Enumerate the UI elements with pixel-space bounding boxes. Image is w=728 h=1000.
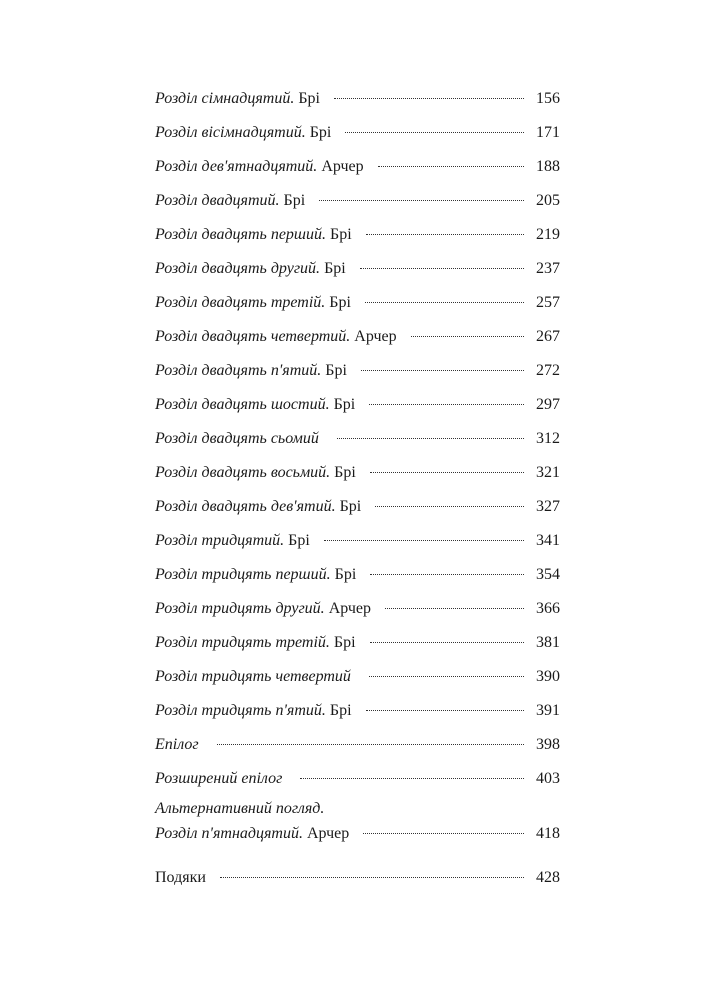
- dot-leader: [385, 608, 524, 609]
- toc-entry-page: 341: [536, 532, 560, 549]
- dot-leader: [361, 370, 524, 371]
- toc-entry-title: Розділ тридцять третій.: [155, 634, 330, 651]
- toc-entry-title: Епілог: [155, 736, 199, 753]
- toc-entry-narrator: Брі: [333, 396, 356, 413]
- toc-entry-narrator: Арчер: [321, 158, 364, 175]
- toc-entry-narrator: Брі: [309, 124, 332, 141]
- toc-entry[interactable]: [155, 699, 560, 723]
- toc-entry[interactable]: [155, 461, 560, 485]
- toc-entry-title: Розділ тридцять другий.: [155, 600, 325, 617]
- toc-entry-page: 321: [536, 464, 560, 481]
- dot-leader: [370, 642, 524, 643]
- toc-entry[interactable]: [155, 495, 560, 519]
- toc-entry-narrator: Брі: [339, 498, 362, 515]
- toc-entry-page: 354: [536, 566, 560, 583]
- toc-entry-title: Подяки: [155, 869, 206, 886]
- toc-entry-title: Розділ двадцять п'ятий.: [155, 362, 322, 379]
- toc-entry-narrator: Брі: [333, 634, 356, 651]
- toc-entry-page: 381: [536, 634, 560, 651]
- toc-entry-narrator: Брі: [288, 532, 310, 549]
- dot-leader: [220, 877, 524, 878]
- toc-entry[interactable]: [155, 87, 560, 111]
- toc-entry[interactable]: [155, 427, 560, 451]
- toc-entry-title: Розділ тридцятий.: [155, 532, 285, 549]
- toc-entry-page: 366: [536, 600, 560, 617]
- dot-leader: [300, 778, 524, 779]
- dot-leader: [369, 676, 524, 677]
- toc-entry-narrator: Брі: [334, 464, 356, 481]
- toc-entry[interactable]: [155, 665, 560, 689]
- toc-entry[interactable]: [155, 189, 560, 213]
- toc-entry-title: Розділ п'ятнадцятий.: [155, 825, 303, 842]
- dot-leader: [324, 540, 524, 541]
- toc-entry-page: 257: [536, 294, 560, 311]
- toc-entry-page: 188: [536, 158, 560, 175]
- toc-entry-page: 237: [536, 260, 560, 277]
- dot-leader: [365, 302, 524, 303]
- dot-leader: [217, 744, 524, 745]
- toc-entry-narrator: Арчер: [354, 328, 397, 345]
- toc-entry-title: Розділ вісімнадцятий.: [155, 124, 306, 141]
- toc-entry-title: Розділ двадцять шостий.: [155, 396, 330, 413]
- toc-entry-title: Розділ тридцять п'ятий.: [155, 702, 326, 719]
- toc-entry[interactable]: [155, 223, 560, 247]
- dot-leader: [334, 98, 524, 99]
- toc-entry-narrator: Брі: [298, 90, 320, 107]
- toc-entry-title: Розширений епілог: [155, 770, 283, 787]
- toc-entry[interactable]: [155, 291, 560, 315]
- toc-entry-page: 390: [536, 668, 560, 685]
- dot-leader: [370, 574, 524, 575]
- toc-entry[interactable]: [155, 257, 560, 281]
- dot-leader: [366, 710, 524, 711]
- toc-entry-narrator: Брі: [330, 226, 352, 243]
- toc-entry-narrator: Брі: [334, 566, 357, 583]
- toc-entry-page: 403: [536, 770, 560, 787]
- dot-leader: [369, 404, 524, 405]
- toc-entry[interactable]: [155, 563, 560, 587]
- dot-leader: [366, 234, 524, 235]
- toc-entry-title: Розділ дев'ятнадцятий.: [155, 158, 318, 175]
- toc-entry-page: 418: [536, 825, 560, 842]
- toc-entry-narrator: Брі: [329, 702, 352, 719]
- dot-leader: [375, 506, 524, 507]
- alternate-view-heading: Альтернативний погляд.: [155, 800, 325, 817]
- toc-entry-page: 171: [536, 124, 560, 141]
- toc-entry-page: 219: [536, 226, 560, 243]
- toc-entry-title: Розділ двадцять другий.: [155, 260, 321, 277]
- toc-entry[interactable]: [155, 733, 560, 757]
- toc-entry[interactable]: [155, 529, 560, 553]
- toc-entry[interactable]: [155, 393, 560, 417]
- toc-entry-title: Розділ двадцять сьомий: [155, 430, 319, 447]
- toc-entry[interactable]: [155, 767, 560, 791]
- toc-entry-page: 267: [536, 328, 560, 345]
- toc-entry-page: 156: [536, 90, 560, 107]
- dot-leader: [360, 268, 524, 269]
- toc-entry-page: 428: [536, 869, 560, 886]
- toc-entry[interactable]: [155, 631, 560, 655]
- toc-entry-narrator: Брі: [329, 294, 351, 311]
- toc-entry-title: Розділ двадцять третій.: [155, 294, 326, 311]
- toc-entry[interactable]: [155, 597, 560, 621]
- toc-entry-page: 205: [536, 192, 560, 209]
- toc-entry-acknowledgements[interactable]: [155, 866, 560, 890]
- dot-leader: [319, 200, 524, 201]
- toc-entry-title: Розділ тридцять перший.: [155, 566, 331, 583]
- toc-entry-narrator: Арчер: [306, 825, 350, 842]
- toc-entry-narrator: Брі: [283, 192, 306, 209]
- toc-entry-title: Розділ двадцять дев'ятий.: [155, 498, 336, 515]
- toc-entry[interactable]: [155, 155, 560, 179]
- toc-entry-title: Розділ сімнадцятий.: [155, 90, 295, 107]
- toc-entry-title: Розділ двадцятий.: [155, 192, 280, 209]
- toc-entry-title: Розділ двадцять восьмий.: [155, 464, 331, 481]
- toc-entry[interactable]: [155, 121, 560, 145]
- dot-leader: [337, 438, 524, 439]
- toc-entry-title: Розділ двадцять перший.: [155, 226, 327, 243]
- toc-entry-page: 391: [536, 702, 560, 719]
- toc-entry-title: Розділ тридцять четвертий: [155, 668, 351, 685]
- dot-leader: [345, 132, 524, 133]
- toc-entry-page: 297: [536, 396, 560, 413]
- toc-entry-page: 398: [536, 736, 560, 753]
- dot-leader: [411, 336, 524, 337]
- toc-entry-narrator: Брі: [325, 362, 347, 379]
- toc-entry-title: Розділ двадцять четвертий.: [155, 328, 351, 345]
- toc-entry-page: 327: [536, 498, 560, 515]
- toc-entry[interactable]: [155, 822, 560, 846]
- dot-leader: [378, 166, 524, 167]
- toc-entry-page: 272: [536, 362, 560, 379]
- dot-leader: [363, 833, 524, 834]
- toc-entry-narrator: Брі: [324, 260, 346, 277]
- dot-leader: [370, 472, 524, 473]
- toc-entry[interactable]: [155, 359, 560, 383]
- toc-entry[interactable]: [155, 325, 560, 349]
- toc-entry-narrator: Арчер: [328, 600, 371, 617]
- toc-entry-page: 312: [536, 430, 560, 447]
